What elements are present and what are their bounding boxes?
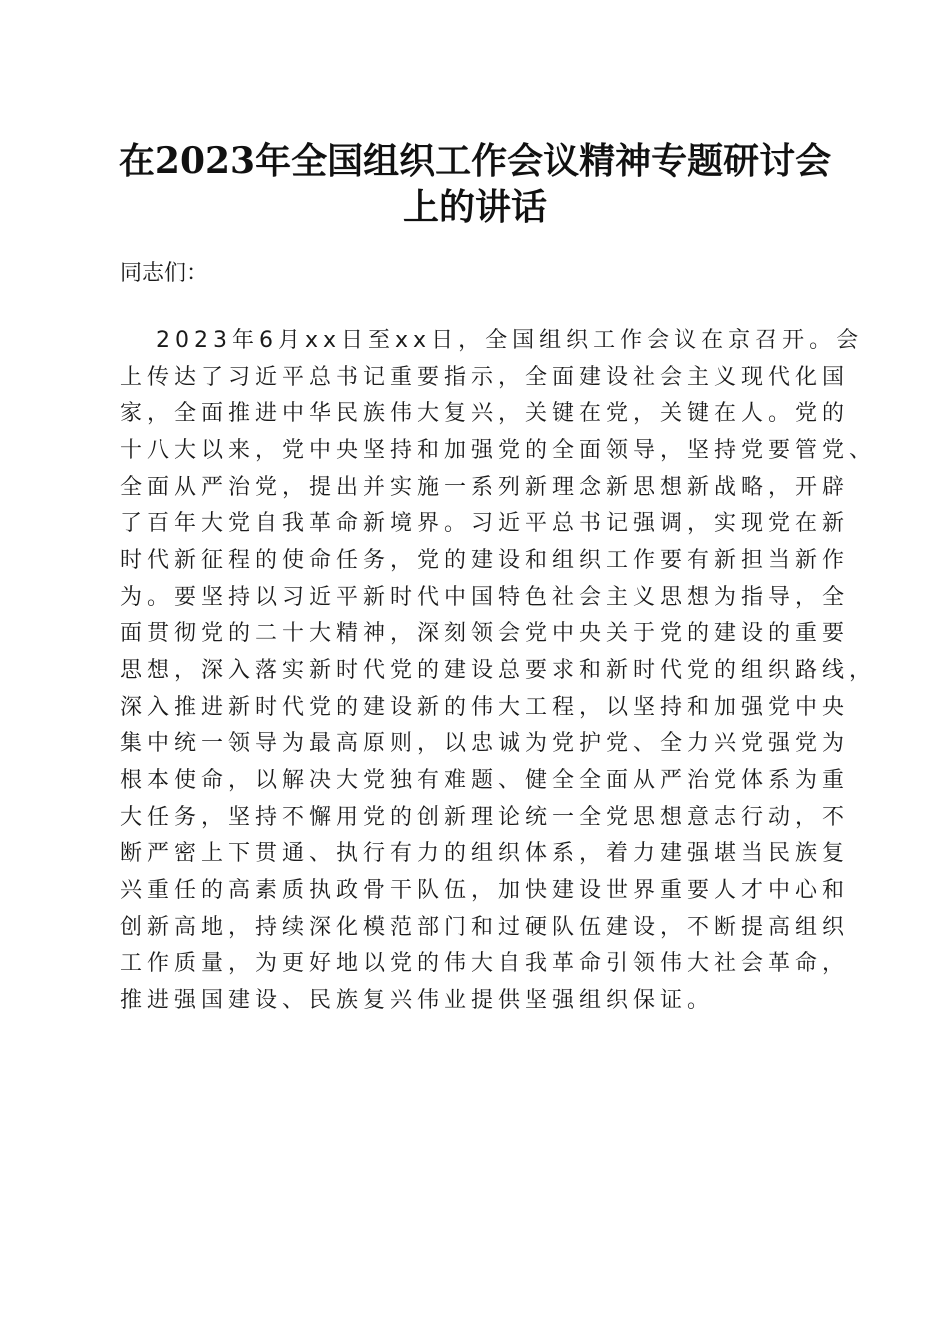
paragraph-line: 思想，深入落实新时代党的建设总要求和新时代党的组织路线， — [120, 657, 877, 683]
paragraph-line: 大任务，坚持不懈用党的创新理论统一全党思想意志行动，不 — [120, 804, 850, 830]
paragraph-line: 家，全面推进中华民族伟大复兴，关键在党，关键在人。党的 — [120, 401, 850, 427]
title-line-1: 在2023年全国组织工作会议精神专题研讨会 — [118, 140, 832, 182]
paragraph-line: 断严密上下贯通、执行有力的组织体系，着力建强堪当民族复 — [120, 841, 850, 867]
paragraph-line: 深入推进新时代党的建设新的伟大工程，以坚持和加强党中央 — [120, 694, 850, 720]
paragraph-line: 工作质量，为更好地以党的伟大自我革命引领伟大社会革命， — [120, 951, 850, 977]
paragraph-line: 2023年6月xx日至xx日，全国组织工作会议在京召开。会 — [156, 328, 864, 353]
paragraph-line: 时代新征程的使命任务，党的建设和组织工作要有新担当新作 — [120, 547, 850, 573]
title-line-2: 上的讲话 — [402, 186, 547, 228]
paragraph-line: 推进强国建设、民族复兴伟业提供坚强组织保证。 — [120, 987, 715, 1013]
paragraph-line: 创新高地，持续深化模范部门和过硬队伍建设，不断提高组织 — [120, 914, 850, 940]
paragraph-line: 上传达了习近平总书记重要指示，全面建设社会主义现代化国 — [120, 364, 850, 390]
paragraph-line: 十八大以来，党中央坚持和加强党的全面领导，坚持党要管党、 — [120, 437, 877, 463]
document-title — [100, 138, 850, 230]
paragraph-line: 兴重任的高素质执政骨干队伍，加快建设世界重要人才中心和 — [120, 877, 850, 903]
body-paragraph — [120, 323, 877, 1019]
paragraph-line: 了百年大党自我革命新境界。习近平总书记强调，实现党在新 — [120, 511, 850, 537]
paragraph-line: 根本使命，以解决大党独有难题、健全全面从严治党体系为重 — [120, 767, 850, 793]
paragraph-line: 为。要坚持以习近平新时代中国特色社会主义思想为指导，全 — [120, 584, 850, 610]
paragraph-line: 集中统一领导为最高原则，以忠诚为党护党、全力兴党强党为 — [120, 731, 850, 757]
paragraph-line: 全面从严治党，提出并实施一系列新理念新思想新战略，开辟 — [120, 474, 850, 500]
paragraph-line: 面贯彻党的二十大精神，深刻领会党中央关于党的建设的重要 — [120, 621, 850, 647]
salutation: 同志们： — [120, 261, 209, 286]
